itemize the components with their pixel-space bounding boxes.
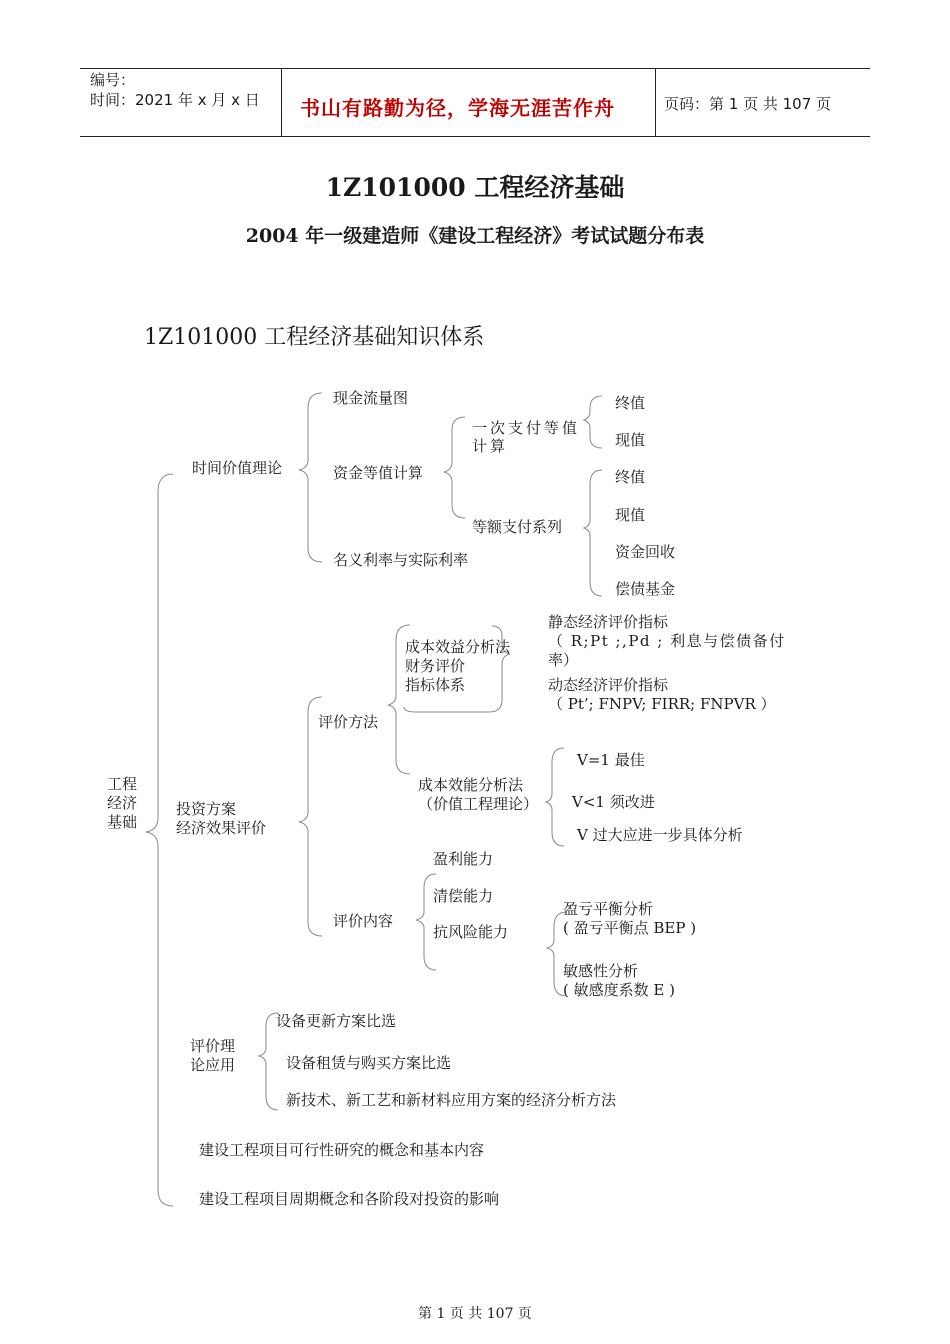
node-cea-line1: 成本效能分析法 <box>418 776 524 794</box>
bracket-single-payment <box>584 396 602 448</box>
node-investment-line2: 经济效果评价 <box>176 819 267 837</box>
section-title: 1Z101000 工程经济基础知识体系 <box>144 325 485 350</box>
node-risk-resistance: 抗风险能力 <box>433 923 509 941</box>
node-cashflow-diagram: 现金流量图 <box>333 389 409 407</box>
node-cba-line2: 财务评价 <box>405 657 466 675</box>
node-equipment-replacement: 设备更新方案比选 <box>276 1012 397 1030</box>
bracket-cea <box>546 748 564 846</box>
bracket-equivalence <box>444 417 465 518</box>
node-application <box>190 1037 235 1075</box>
node-v-too-large: V 过大应进一步具体分析 <box>577 826 743 844</box>
node-cba <box>405 638 510 695</box>
node-cba-line3: 指标体系 <box>405 676 466 694</box>
node-project-lifecycle: 建设工程项目周期概念和各阶段对投资的影响 <box>199 1190 500 1208</box>
node-single-payment: 一次支付等值计算 <box>472 419 581 455</box>
node-single-present: 现值 <box>615 431 646 449</box>
bracket-time-value <box>299 393 322 562</box>
node-investment <box>176 800 266 838</box>
node-interest-rate: 名义利率与实际利率 <box>333 551 469 569</box>
main-title: 1Z101000 工程经济基础 <box>325 173 625 202</box>
node-profitability: 盈利能力 <box>433 850 494 868</box>
node-sensitivity-coef: ( 敏感度系数 E ) <box>563 981 675 999</box>
node-root <box>107 775 137 832</box>
node-static-detail-2: 率） <box>548 651 579 669</box>
node-sensitivity: 敏感性分析 <box>563 962 639 980</box>
node-new-technology: 新技术、新工艺和新材料应用方案的经济分析方法 <box>286 1091 617 1109</box>
node-v-equal-one: V=1 最佳 <box>577 751 645 769</box>
node-application-line2: 论应用 <box>190 1056 236 1074</box>
node-uniform-recovery: 资金回收 <box>615 543 676 561</box>
node-uniform-final: 终值 <box>615 468 646 486</box>
bracket-investment <box>299 697 322 936</box>
node-v-less-one: V<1 须改进 <box>572 793 655 811</box>
node-eval-methods: 评价方法 <box>318 713 379 731</box>
node-single-final: 终值 <box>615 394 646 412</box>
header-page-label: 页码：第 1 页 共 107 页 <box>664 95 832 113</box>
node-uniform-sinking: 偿债基金 <box>615 580 676 598</box>
node-application-line1: 评价理 <box>190 1037 236 1055</box>
bracket-root <box>146 474 173 1206</box>
node-root-line3: 基础 <box>107 813 138 831</box>
node-cea-line2: （价值工程理论） <box>418 795 539 813</box>
bracket-uniform-series <box>584 470 602 596</box>
node-root-line2: 经济 <box>107 794 138 812</box>
node-equivalence: 资金等值计算 <box>333 464 424 482</box>
node-uniform-present: 现值 <box>615 506 646 524</box>
node-static-detail-1: （ R;Pt ;,Pd ; 利息与偿债备付 <box>548 632 786 650</box>
node-dynamic-indicators: 动态经济评价指标 <box>548 676 669 694</box>
node-dynamic-detail: （ Pt’; FNPV; FIRR; FNPVR ） <box>548 695 776 713</box>
node-breakeven-bep: ( 盈亏平衡点 BEP ) <box>563 919 697 937</box>
node-cba-line1: 成本效益分析法 <box>405 638 511 656</box>
node-breakeven: 盈亏平衡分析 <box>563 900 654 918</box>
node-solvency: 清偿能力 <box>433 887 494 905</box>
node-time-value: 时间价值理论 <box>192 459 283 477</box>
header-number-label: 编号： <box>90 71 136 89</box>
node-equipment-lease: 设备租赁与购买方案比选 <box>286 1054 452 1072</box>
sub-title: 2004 年一级建造师《建设工程经济》考试试题分布表 <box>245 225 705 247</box>
node-investment-line1: 投资方案 <box>176 800 237 818</box>
header-time-label: 时间：2021 年 x 月 x 日 <box>90 91 260 109</box>
node-cea <box>418 776 538 814</box>
node-feasibility-study: 建设工程项目可行性研究的概念和基本内容 <box>199 1141 485 1159</box>
header-motto: 书山有路勤为径，学海无涯苦作舟 <box>300 96 615 120</box>
node-root-line1: 工程 <box>107 775 138 793</box>
node-eval-content: 评价内容 <box>333 912 394 930</box>
footer-page-number: 第 1 页 共 107 页 <box>418 1306 532 1322</box>
node-uniform-series: 等额支付系列 <box>472 518 563 536</box>
node-static-indicators: 静态经济评价指标 <box>548 613 669 631</box>
